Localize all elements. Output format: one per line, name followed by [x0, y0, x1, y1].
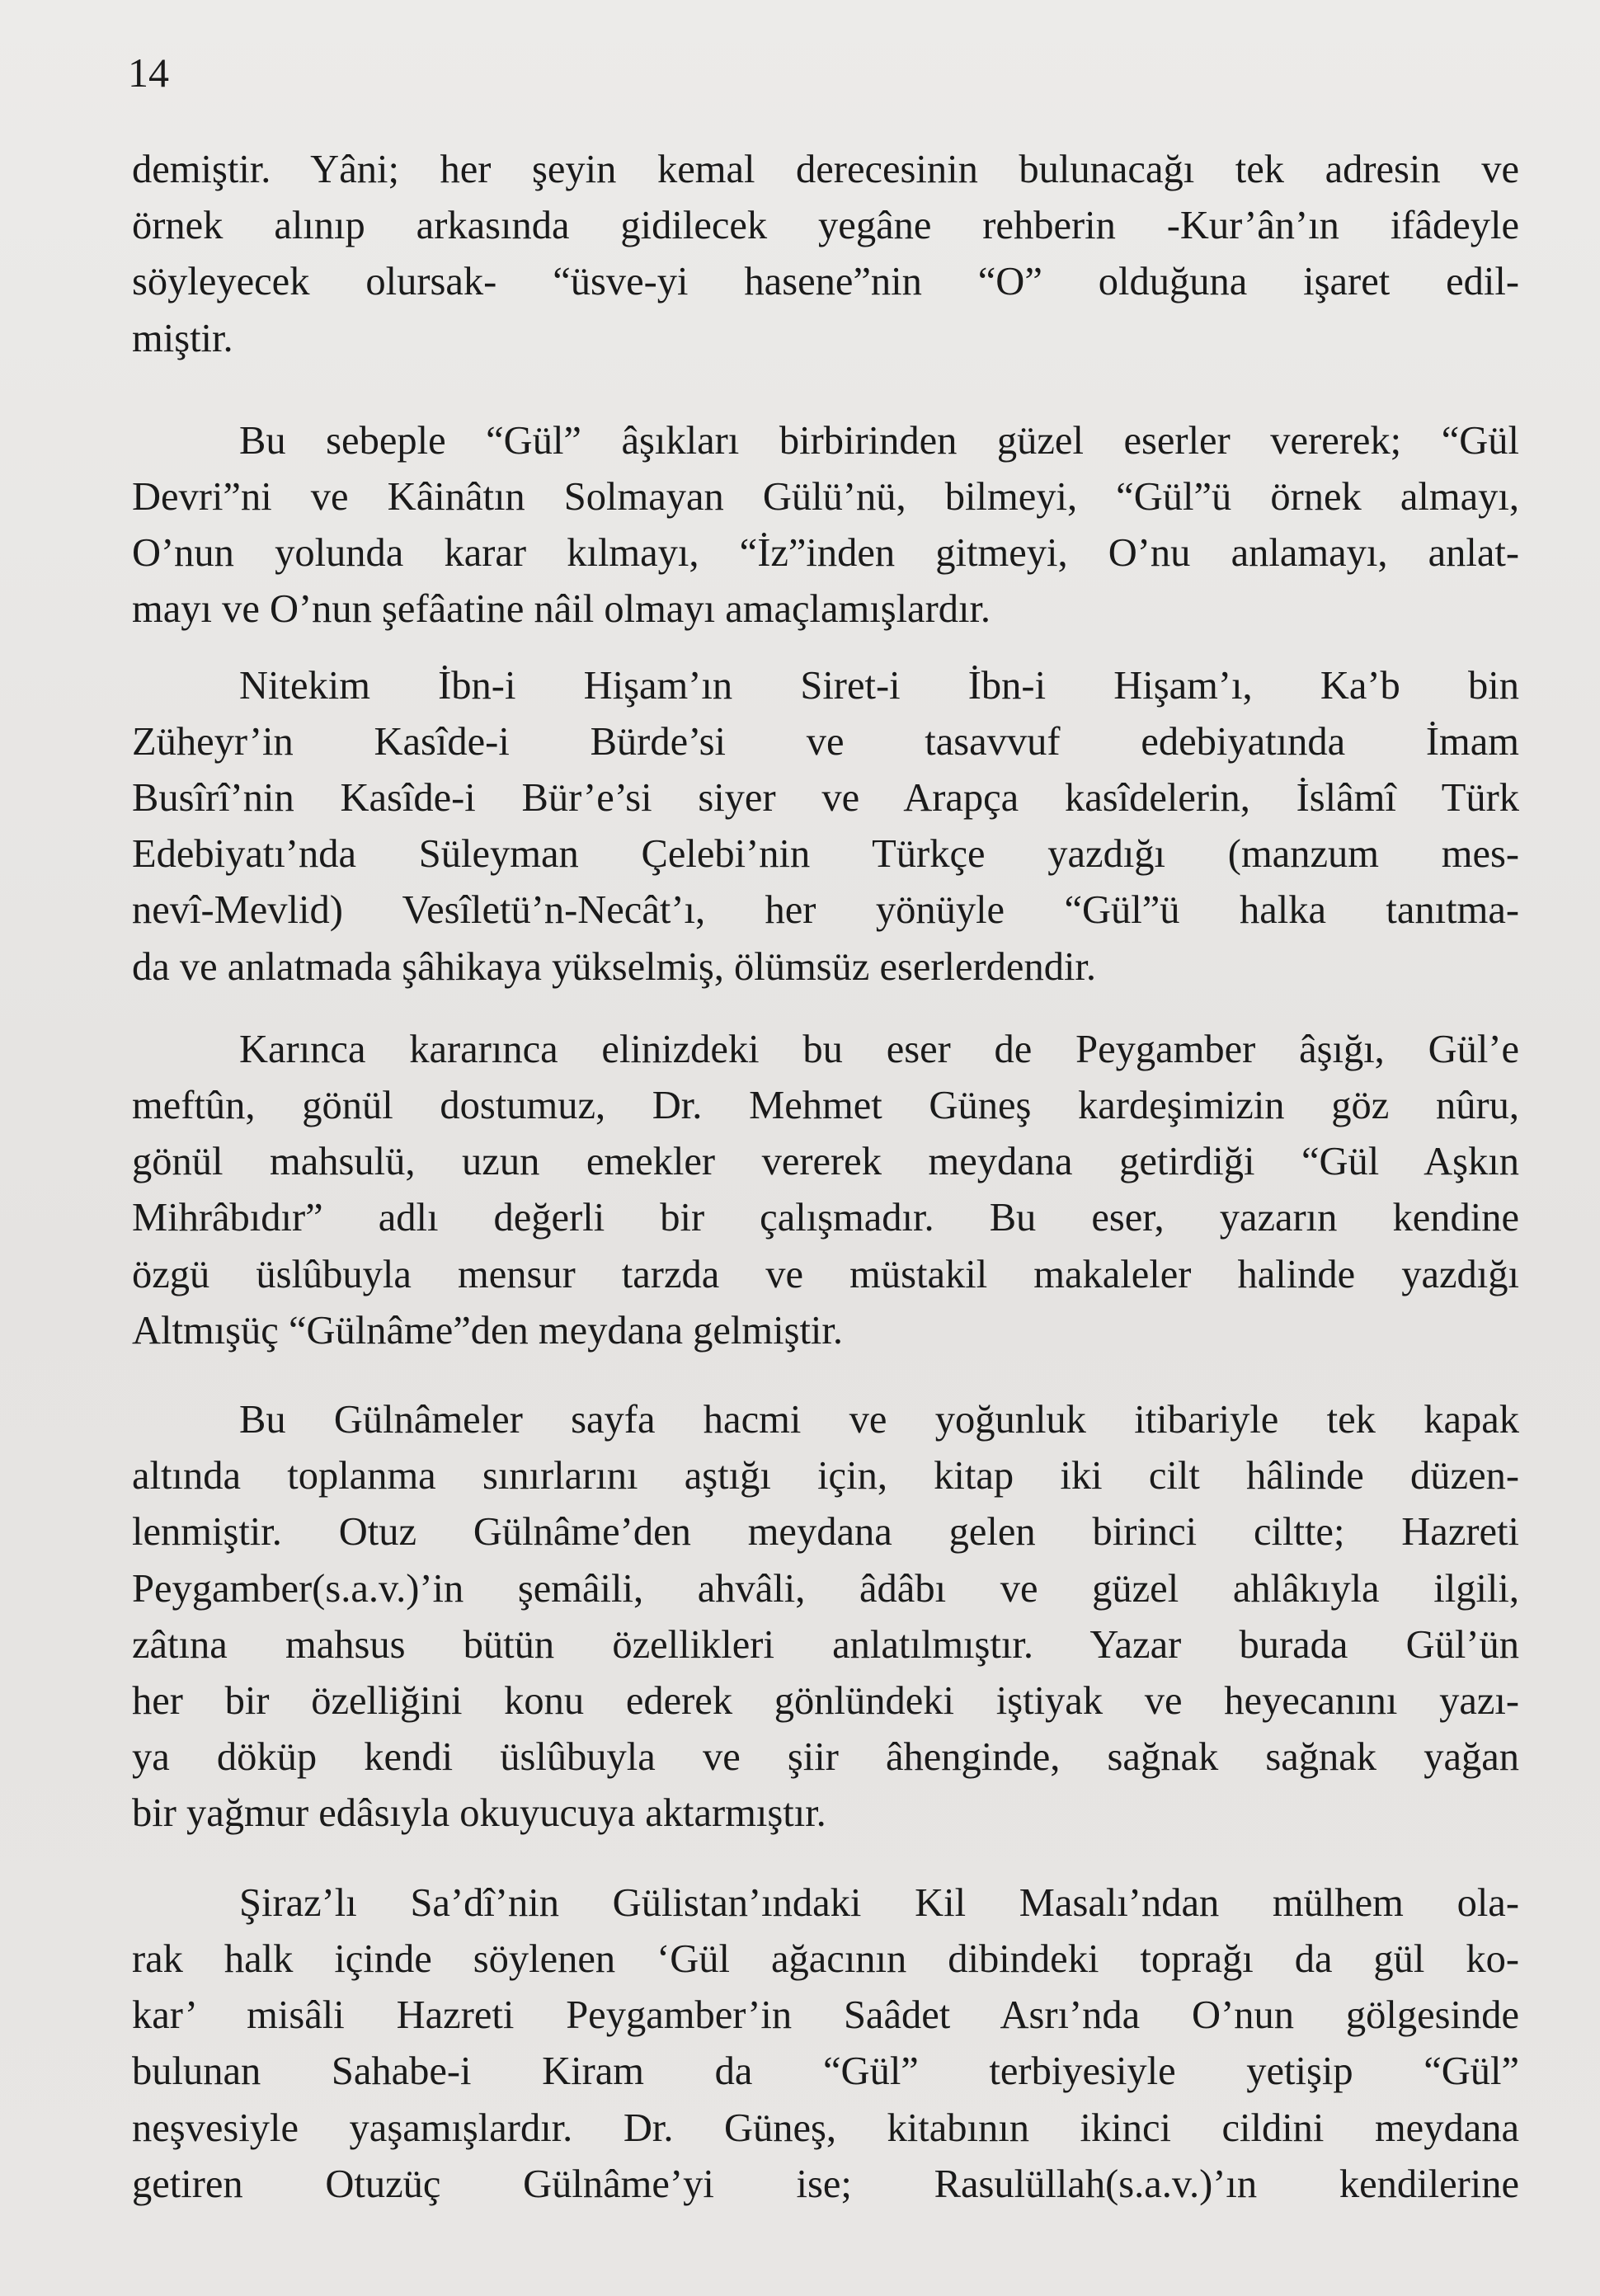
text-line: Züheyr’in Kasîde-i Bürde’si ve tasavvuf edebiyatında İmam	[132, 719, 1519, 764]
text-line: kar’ misâli Hazreti Peygamber’in Saâdet Asrı’nda O’nun gölgesinde	[132, 1993, 1519, 2038]
text-line: bulunan Sahabe-i Kiram da “Gül” terbiyesiyle yetişip “Gül”	[132, 2049, 1519, 2094]
text-line: da ve anlatmada şâhikaya yükselmiş, ölümsüz eserlerdendir.	[132, 944, 1097, 989]
paragraph	[132, 1392, 1519, 1842]
paragraph	[132, 1875, 1519, 2213]
page-number: 14	[128, 49, 169, 96]
paragraph	[132, 1022, 1519, 1359]
body-text	[132, 142, 1519, 2213]
text-line: Şiraz’lı Sa’dî’nin Gülistan’ındaki Kil Masalı’ndan mülhem ola-	[239, 1880, 1519, 1925]
text-line: Edebiyatı’nda Süleyman Çelebi’nin Türkçe yazdığı (manzum mes-	[132, 832, 1519, 877]
text-line: zâtına mahsus bütün özellikleri anlatılmıştır. Yazar burada Gül’ün	[132, 1622, 1519, 1667]
text-line: Altmışüç “Gülnâme”den meydana gelmiştir.	[132, 1308, 843, 1353]
text-line: rak halk içinde söylenen ‘Gül ağacının dibindeki toprağı da gül ko-	[132, 1936, 1519, 1981]
text-line: demiştir. Yâni; her şeyin kemal derecesinin bulunacağı tek adresin ve	[132, 148, 1519, 191]
text-line: miştir.	[132, 316, 233, 360]
text-line: gönül mahsulü, uzun emekler vererek meydana getirdiği “Gül Aşkın	[132, 1140, 1519, 1184]
text-line: O’nun yolunda karar kılmayı, “İz”inden gitmeyi, O’nu anlamayı, anlat-	[132, 531, 1519, 576]
text-line: Devri”ni ve Kâinâtın Solmayan Gülü’nü, bilmeyi, “Gül”ü örnek almayı,	[132, 475, 1519, 520]
text-line: getiren Otuzüç Gülnâme’yi ise; Rasulüllah(s.a.v.)’ın kendilerine	[132, 2162, 1519, 2206]
text-line: söyleyecek olursak- “üsve-yi hasene”nin “O” olduğuna işaret edil-	[132, 260, 1519, 304]
text-line: neşvesiyle yaşamışlardır. Dr. Güneş, kitabının ikinci cildini meydana	[132, 2105, 1519, 2150]
text-line: her bir özelliğini konu ederek gönlündeki iştiyak ve heyecanını yazı-	[132, 1679, 1519, 1724]
text-line: Peygamber(s.a.v.)’in şemâili, ahvâli, âdâbı ve güzel ahlâkıyla ilgili,	[132, 1566, 1519, 1611]
text-line: bir yağmur edâsıyla okuyucuya aktarmıştır.	[132, 1791, 826, 1836]
text-line: mayı ve O’nun şefâatine nâil olmayı amaçlamışlardır.	[132, 587, 991, 632]
text-line: Bu sebeple “Gül” âşıkları birbirinden güzel eserler vererek; “Gül	[239, 418, 1519, 463]
text-line: ya döküp kendi üslûbuyla ve şiir âhenginde, sağnak sağnak yağan	[132, 1735, 1519, 1780]
text-line: özgü üslûbuyla mensur tarzda ve müstakil makaleler halinde yazdığı	[132, 1252, 1519, 1296]
text-line: Karınca kararınca elinizdeki bu eser de Peygamber âşığı, Gül’e	[239, 1027, 1519, 1071]
text-line: Bu Gülnâmeler sayfa hacmi ve yoğunluk itibariyle tek kapak	[239, 1398, 1519, 1442]
text-line: nevî-Mevlid) Vesîletü’n-Necât’ı, her yönüyle “Gül”ü halka tanıtma-	[132, 888, 1519, 933]
text-line: örnek alınıp arkasında gidilecek yegâne rehberin -Kur’ân’ın ifâdeyle	[132, 204, 1519, 248]
text-line: meftûn, gönül dostumuz, Dr. Mehmet Güneş kardeşimizin göz nûru,	[132, 1084, 1519, 1128]
text-line: Busîrî’nin Kasîde-i Bür’e’si siyer ve Arapça kasîdelerin, İslâmî Türk	[132, 776, 1519, 821]
paragraph	[132, 413, 1519, 638]
text-line: Mihrâbıdır” adlı değerli bir çalışmadır. Bu eser, yazarın kendine	[132, 1196, 1519, 1240]
text-line: altında toplanma sınırlarını aştığı için, kitap iki cilt hâlinde düzen-	[132, 1454, 1519, 1499]
text-line: lenmiştir. Otuz Gülnâme’den meydana gelen birinci ciltte; Hazreti	[132, 1510, 1519, 1555]
paragraph	[132, 658, 1519, 995]
text-line: Nitekim İbn-i Hişam’ın Siret-i İbn-i Hişam’ı, Ka’b bin	[239, 663, 1519, 708]
paragraph	[132, 142, 1519, 367]
